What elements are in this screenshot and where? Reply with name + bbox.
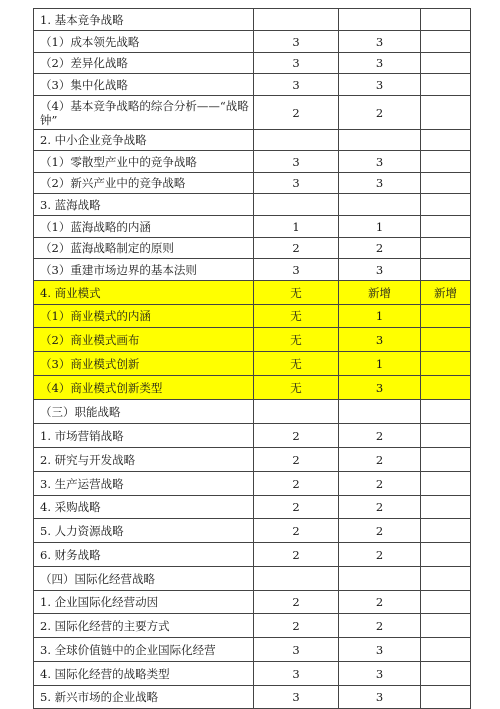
new-value-cell: 3 [339,31,421,53]
old-value-cell: 2 [254,238,339,259]
table-row [34,376,471,400]
row-label: 1. 基本竞争战略 [34,9,254,31]
table-row [34,614,471,638]
syllabus-table-body [34,9,471,709]
new-value-cell: 3 [339,328,421,352]
old-value-cell: 1 [254,216,339,238]
table-row [34,543,471,567]
row-label: （3）商业模式创新 [34,352,254,376]
table-row [34,53,471,74]
change-note-cell [421,400,471,424]
new-value-cell: 3 [339,638,421,662]
new-value-cell: 3 [339,151,421,173]
row-label: 4. 商业模式 [34,281,254,305]
old-value-cell: 无 [254,328,339,352]
table-row [34,567,471,591]
row-label: （2）差异化战略 [34,53,254,74]
table-row [34,151,471,173]
table-row [34,519,471,543]
syllabus-table [33,8,471,709]
table-row [34,281,471,305]
new-value-cell: 2 [339,614,421,638]
old-value-cell: 3 [254,151,339,173]
old-value-cell: 3 [254,31,339,53]
row-label: （1）零散型产业中的竞争战略 [34,151,254,173]
old-value-cell [254,567,339,591]
row-label: （2）商业模式画布 [34,328,254,352]
table-row [34,96,471,130]
old-value-cell: 无 [254,305,339,328]
new-value-cell: 3 [339,173,421,194]
change-note-cell: 新增 [421,281,471,305]
row-label: 5. 人力资源战略 [34,519,254,543]
new-value-cell [339,400,421,424]
row-label: （三）职能战略 [34,400,254,424]
row-label: 3. 全球价值链中的企业国际化经营 [34,638,254,662]
row-label: 2. 国际化经营的主要方式 [34,614,254,638]
new-value-cell: 2 [339,543,421,567]
row-label: 2. 中小企业竞争战略 [34,130,254,151]
old-value-cell: 2 [254,472,339,496]
table-row [34,130,471,151]
change-note-cell [421,238,471,259]
new-value-cell: 3 [339,376,421,400]
table-row [34,638,471,662]
table-row [34,216,471,238]
old-value-cell: 2 [254,96,339,130]
new-value-cell: 1 [339,216,421,238]
old-value-cell: 无 [254,376,339,400]
row-label: （3）集中化战略 [34,74,254,96]
old-value-cell: 2 [254,424,339,448]
new-value-cell: 3 [339,662,421,686]
old-value-cell: 无 [254,352,339,376]
row-label: （1）商业模式的内涵 [34,305,254,328]
old-value-cell: 2 [254,519,339,543]
table-row [34,472,471,496]
table-row [34,448,471,472]
change-note-cell [421,74,471,96]
old-value-cell: 3 [254,259,339,281]
change-note-cell [421,472,471,496]
new-value-cell: 3 [339,686,421,709]
change-note-cell [421,614,471,638]
new-value-cell: 3 [339,53,421,74]
table-row [34,173,471,194]
change-note-cell [421,448,471,472]
row-label: 1. 企业国际化经营动因 [34,591,254,614]
old-value-cell [254,130,339,151]
change-note-cell [421,96,471,130]
old-value-cell: 无 [254,281,339,305]
new-value-cell [339,567,421,591]
row-label: 1. 市场营销战略 [34,424,254,448]
new-value-cell: 3 [339,74,421,96]
change-note-cell [421,686,471,709]
change-note-cell [421,567,471,591]
new-value-cell: 新增 [339,281,421,305]
table-row [34,496,471,519]
change-note-cell [421,376,471,400]
table-row [34,328,471,352]
table-row [34,400,471,424]
change-note-cell [421,591,471,614]
new-value-cell: 3 [339,259,421,281]
change-note-cell [421,9,471,31]
change-note-cell [421,305,471,328]
row-label: （1）蓝海战略的内涵 [34,216,254,238]
new-value-cell: 2 [339,591,421,614]
old-value-cell: 3 [254,686,339,709]
row-label: （四）国际化经营战略 [34,567,254,591]
row-label: （2）蓝海战略制定的原则 [34,238,254,259]
change-note-cell [421,638,471,662]
change-note-cell [421,53,471,74]
old-value-cell: 3 [254,638,339,662]
change-note-cell [421,519,471,543]
old-value-cell: 2 [254,448,339,472]
new-value-cell [339,130,421,151]
change-note-cell [421,424,471,448]
change-note-cell [421,543,471,567]
table-row [34,9,471,31]
change-note-cell [421,194,471,216]
table-row [34,259,471,281]
row-label: 6. 财务战略 [34,543,254,567]
new-value-cell: 2 [339,519,421,543]
table-row [34,305,471,328]
row-label: 5. 新兴市场的企业战略 [34,686,254,709]
table-row [34,352,471,376]
change-note-cell [421,328,471,352]
old-value-cell [254,400,339,424]
row-label: 3. 生产运营战略 [34,472,254,496]
new-value-cell: 2 [339,96,421,130]
new-value-cell: 1 [339,352,421,376]
old-value-cell [254,194,339,216]
table-row [34,31,471,53]
table-row [34,424,471,448]
new-value-cell: 1 [339,305,421,328]
old-value-cell: 3 [254,173,339,194]
table-row [34,74,471,96]
change-note-cell [421,662,471,686]
new-value-cell: 2 [339,448,421,472]
new-value-cell: 2 [339,238,421,259]
change-note-cell [421,352,471,376]
change-note-cell [421,216,471,238]
table-row [34,662,471,686]
new-value-cell: 2 [339,424,421,448]
new-value-cell [339,194,421,216]
old-value-cell: 2 [254,614,339,638]
new-value-cell: 2 [339,472,421,496]
new-value-cell: 2 [339,496,421,519]
new-value-cell [339,9,421,31]
table-row [34,238,471,259]
change-note-cell [421,496,471,519]
change-note-cell [421,259,471,281]
change-note-cell [421,173,471,194]
row-label: 2. 研究与开发战略 [34,448,254,472]
row-label: （3）重建市场边界的基本法则 [34,259,254,281]
row-label: （2）新兴产业中的竞争战略 [34,173,254,194]
old-value-cell: 2 [254,543,339,567]
table-row [34,591,471,614]
change-note-cell [421,151,471,173]
change-note-cell [421,31,471,53]
row-label: （1）成本领先战略 [34,31,254,53]
table-row [34,194,471,216]
row-label: 4. 采购战略 [34,496,254,519]
old-value-cell [254,9,339,31]
row-label: （4）商业模式创新类型 [34,376,254,400]
row-label: （4）基本竞争战略的综合分析——“战略钟” [34,96,254,130]
row-label: 3. 蓝海战略 [34,194,254,216]
row-label: 4. 国际化经营的战略类型 [34,662,254,686]
old-value-cell: 3 [254,53,339,74]
change-note-cell [421,130,471,151]
old-value-cell: 2 [254,496,339,519]
old-value-cell: 2 [254,591,339,614]
old-value-cell: 3 [254,662,339,686]
old-value-cell: 3 [254,74,339,96]
table-row [34,686,471,709]
